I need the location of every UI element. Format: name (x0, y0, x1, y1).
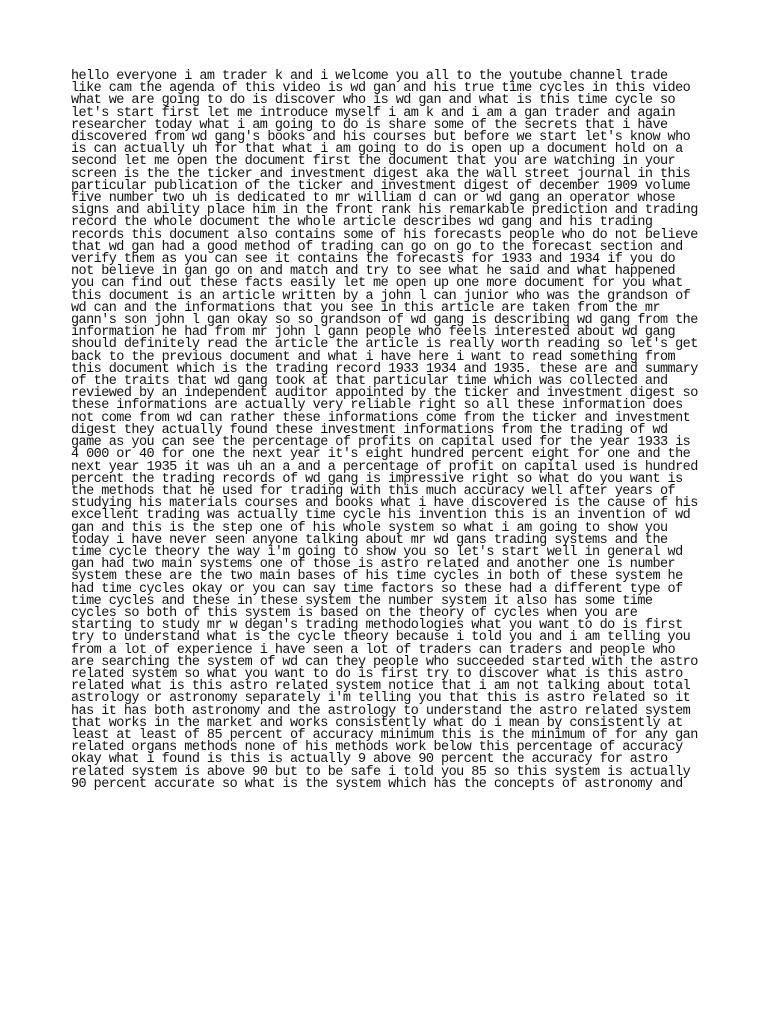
transcript-line: this document which is the trading record 1933 1934 and 1935. these are and summary (71, 361, 698, 377)
transcript-line: from a lot of experience i have seen a lot of traders can traders and people who (71, 642, 676, 658)
transcript-line: what we are going to do is discover who is wd gan and what is this time cycle so (71, 93, 676, 109)
transcript-line: this document is an article written by a john l can junior who was the grandson of (71, 288, 691, 304)
transcript-line: related system is above 90 but to be safe i told you 85 so this system is actually (71, 764, 691, 780)
transcript-line: five number two uh is dedicated to mr william d can or wd gang an operator whose (71, 191, 676, 207)
transcript-line: next year 1935 it was uh an a and a percentage of profit on capital used is hundred (71, 459, 698, 475)
transcript-line: record the whole document the whole article describes wd gang and his trading (71, 215, 653, 231)
transcript-line: percent the trading records of wd gang is impressive right so what do you want is (71, 471, 683, 487)
transcript-line: the methods that he used for trading with this much accuracy well after years of (71, 483, 676, 499)
transcript-line: that works in the market and works consistently what do i mean by consistently at (71, 715, 683, 731)
transcript-line: gan had two main systems one of those is astro related and another one is number (71, 557, 676, 573)
transcript-line: back to the previous document and what i have here i want to read something from (71, 349, 676, 365)
transcript-line: like cam the agenda of this video is wd gan and his true time cycles in this video (71, 81, 691, 97)
transcript-line: had time cycles okay or you can say time factors so these had a different type of (71, 581, 683, 597)
transcript-line: least at least of 85 percent of accuracy minimum this is the minimum of for any gan (71, 727, 698, 743)
transcript-line: 4 000 or 40 for one the next year it's eight hundred percent eight for one and the (71, 447, 691, 463)
transcript-line: that wd gan had a good method of trading can go on go to the forecast section and (71, 239, 683, 255)
transcript-line: these informations are actually very reliable right so all these information does (71, 398, 683, 414)
transcript-line: studying his materials courses and books what i have discovered is the cause of his (71, 496, 698, 512)
transcript-line: not believe in gan go on and match and try to see what he said and what happened (71, 264, 676, 280)
transcript-line: is can actually uh for that what i am going to do is open up a document hold on a (71, 142, 683, 158)
transcript-line: time cycles and these in these system the number system it also has some time (71, 593, 653, 609)
transcript-line: game as you can see the percentage of profits on capital used for the year 1933 is (71, 435, 691, 451)
transcript-line: verify them as you can see it contains the forecasts for 1933 and 1934 if you do (71, 252, 676, 268)
transcript-line: screen is the the ticker and investment digest aka the wall street journal in this (71, 166, 691, 182)
transcript-line: cycles so both of this system is based on the theory of cycles when you are (71, 605, 638, 621)
transcript-line: system these are the two main bases of his time cycles in both of these system he (71, 569, 683, 585)
transcript-line: are searching the system of wd can they people who succeeded started with the astro (71, 654, 698, 670)
transcript-line: 90 percent accurate so what is the system which has the concepts of astronomy and (71, 776, 683, 792)
transcript-line: related organs methods none of his methods work below this percentage of accuracy (71, 740, 683, 756)
transcript-line: gan and this is the step one of his whole system so what i am going to show you (71, 520, 668, 536)
transcript-line: excellent trading was actually time cycle his invention this is an invention of wd (71, 508, 691, 524)
transcript-line: information he had from mr john l gann people who feels interested about wd gang (71, 325, 676, 341)
transcript-line: astrology or astronomy separately i'm telling you that this is astro related so it (71, 691, 691, 707)
transcript-line: gann's son john l gan okay so so grandson of wd gang is describing wd gang from the (71, 313, 698, 329)
transcript-line: signs and ability place him in the front rank his remarkable prediction and trading (71, 203, 698, 219)
transcript-line: particular publication of the ticker and investment digest of december 1909 volume (71, 178, 691, 194)
transcript-line: researcher today what i am going to do is share some of the secrets that i have (71, 117, 668, 133)
transcript-line: try to understand what is the cycle theory because i told you and i am telling you (71, 630, 691, 646)
transcript-line: let's start first let me introduce myself i am k and i am a gan trader and again (71, 105, 676, 121)
transcript-line: discovered from wd gang's books and his courses but before we start let's know who (71, 130, 691, 146)
transcript-line: related system so what you want to do is first try to discover what is this astro (71, 666, 683, 682)
transcript-line: of the traits that wd gang took at that particular time which was collected and (71, 374, 668, 390)
transcript-line: okay what i found is this is actually 9 above 90 percent the accuracy for astro (71, 752, 668, 768)
transcript-line: records this document also contains some of his forecasts people who do not believe (71, 227, 698, 243)
transcript-line: should definitely read the article the article is really worth reading so let's get (71, 337, 698, 353)
transcript-line: reviewed by an independent auditor appointed by the ticker and investment digest so (71, 386, 698, 402)
transcript-line: related what is this astro related system notice that i am not talking about total (71, 679, 691, 695)
transcript-text-block (71, 71, 711, 791)
transcript-line: starting to study mr w degan's trading methodologies what you want to do is first (71, 618, 683, 634)
transcript-line: second let me open the document first the document that you are watching in your (71, 154, 676, 170)
transcript-line: digest they actually found these investment informations from the trading of wd (71, 422, 668, 438)
transcript-line: today i have never seen anyone talking about mr wd gans trading systems and the (71, 532, 668, 548)
transcript-line: not come from wd can rather these informations come from the ticker and investment (71, 410, 691, 426)
transcript-line: time cycle theory the way i'm going to show you so let's start well in general wd (71, 544, 683, 560)
transcript-line: hello everyone i am trader k and i welcome you all to the youtube channel trade (71, 69, 668, 84)
transcript-line: has it has both astronomy and the astrology to understand the astro related system (71, 703, 691, 719)
transcript-line: you can find out these facts easily let me open up one more document for you what (71, 276, 683, 292)
transcript-line: wd can and the informations that you see in this article are taken from the mr (71, 300, 661, 316)
